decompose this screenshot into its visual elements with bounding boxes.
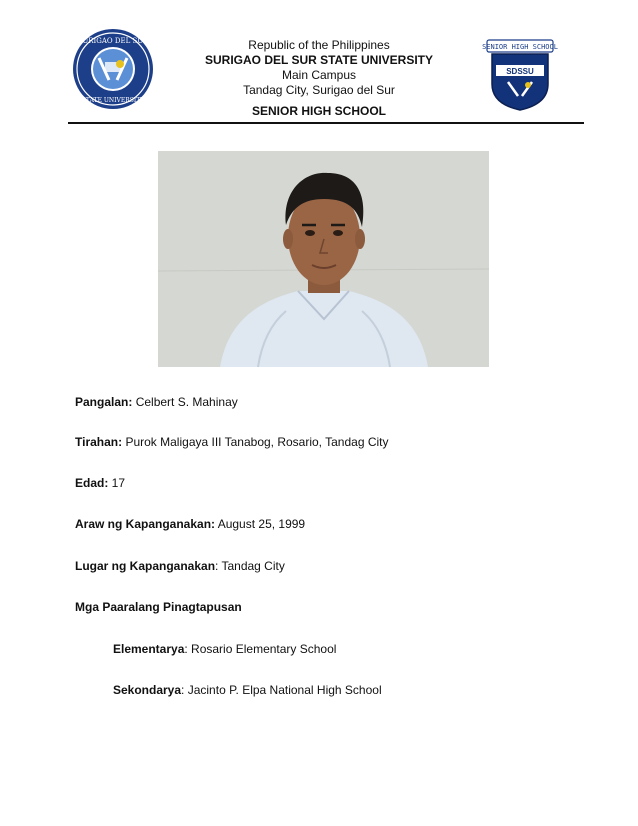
- elementary-row: [113, 642, 336, 656]
- name-row: [75, 395, 238, 409]
- header-department: SENIOR HIGH SCHOOL: [251, 104, 386, 118]
- secondary-label: Sekondarya: [113, 683, 182, 697]
- elementary-label: Elementarya: [113, 642, 185, 656]
- address-row: [75, 435, 389, 449]
- birthplace-value: : Tandag City: [215, 559, 285, 573]
- birthplace-label: Lugar ng Kapanganakan: [75, 559, 216, 573]
- university-seal-logo: [72, 28, 154, 110]
- header-location: Tandag City, Surigao del Sur: [243, 83, 395, 97]
- header-campus: Main Campus: [281, 68, 357, 82]
- age-value: 17: [108, 476, 126, 490]
- age-label: Edad:: [75, 476, 109, 490]
- header-university: SURIGAO DEL SUR STATE UNIVERSITY: [204, 53, 434, 67]
- schools-heading-row: [75, 600, 242, 614]
- name-label: Pangalan:: [75, 395, 133, 409]
- secondary-value: : Jacinto P. Elpa National High School: [181, 683, 382, 697]
- seal-text-bottom: STATE UNIVERSITY: [81, 97, 145, 104]
- senior-high-school-badge-logo: [482, 38, 558, 112]
- age-row: [75, 476, 125, 490]
- birthday-value: August 25, 1999: [215, 517, 306, 531]
- schools-heading: Mga Paaralang Pinagtapusan: [75, 600, 242, 614]
- birthplace-row: [75, 559, 285, 573]
- letterhead-text: [160, 38, 478, 119]
- letterhead: [0, 0, 638, 130]
- name-value: Celbert S. Mahinay: [132, 395, 238, 409]
- student-photo: [158, 151, 489, 367]
- address-label: Tirahan:: [75, 435, 123, 449]
- address-value: Purok Maligaya III Tanabog, Rosario, Tandag City: [122, 435, 389, 449]
- birthday-row: [75, 517, 305, 531]
- elementary-value: : Rosario Elementary School: [184, 642, 337, 656]
- secondary-row: [113, 683, 382, 697]
- birthday-label: Araw ng Kapanganakan:: [75, 517, 216, 531]
- header-divider: [68, 122, 584, 124]
- badge-banner-text: SENIOR HIGH SCHOOL: [482, 43, 558, 51]
- header-republic: Republic of the Philippines: [248, 38, 390, 52]
- seal-text-top: SURIGAO DEL SUR: [77, 37, 149, 45]
- badge-text: SDSSU: [506, 67, 534, 76]
